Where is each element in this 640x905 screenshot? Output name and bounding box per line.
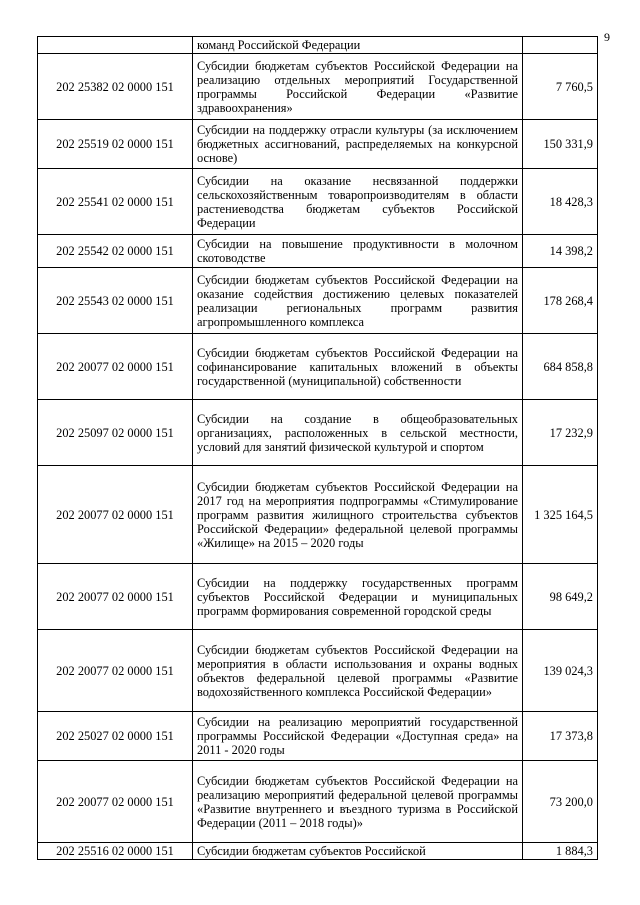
amount-cell: 7 760,5: [523, 54, 598, 120]
amount-cell: 1 884,3: [523, 843, 598, 860]
description-cell: Субсидии на оказание несвязанной поддержки сельскохозяйственным товаропроизводителям в области растениеводства бюджетам субъектов Российской Федерации: [193, 169, 523, 235]
code-cell: 202 25382 02 0000 151: [38, 54, 193, 120]
table-row: [38, 843, 598, 860]
code-cell: 202 25542 02 0000 151: [38, 235, 193, 268]
code-cell: 202 20077 02 0000 151: [38, 334, 193, 400]
table-row: [38, 235, 598, 268]
table-row: [38, 712, 598, 761]
table-row: [38, 630, 598, 712]
amount-cell: 1 325 164,5: [523, 466, 598, 564]
description-cell: Субсидии бюджетам субъектов Российской Федерации на реализацию отдельных мероприятий Государственной программы Российской Федерации «Развитие здравоохранения»: [193, 54, 523, 120]
budget-table: [37, 36, 598, 860]
description-cell: Субсидии бюджетам субъектов Российской Федерации на 2017 год на мероприятия подпрограммы «Стимулирование программ развития жилищного строительства субъектов Российской Федерации» федеральной целевой программы «Жилище» на 2015 – 2020 годы: [193, 466, 523, 564]
amount-cell: 17 232,9: [523, 400, 598, 466]
table-row: [38, 37, 598, 54]
table-row: [38, 400, 598, 466]
amount-cell: 18 428,3: [523, 169, 598, 235]
description-cell: команд Российской Федерации: [193, 37, 523, 54]
amount-cell: 150 331,9: [523, 120, 598, 169]
description-cell: Субсидии на создание в общеобразовательных организациях, расположенных в сельской местности, условий для занятий физической культурой и спортом: [193, 400, 523, 466]
description-cell: Субсидии на повышение продуктивности в молочном скотоводстве: [193, 235, 523, 268]
code-cell: 202 25519 02 0000 151: [38, 120, 193, 169]
amount-cell: 73 200,0: [523, 761, 598, 843]
table-row: [38, 466, 598, 564]
code-cell: 202 20077 02 0000 151: [38, 761, 193, 843]
table-row: [38, 54, 598, 120]
amount-cell: 98 649,2: [523, 564, 598, 630]
table-row: [38, 268, 598, 334]
description-cell: Субсидии на поддержку отрасли культуры (за исключением бюджетных ассигнований, распределяемых на конкурсной основе): [193, 120, 523, 169]
code-cell: 202 25027 02 0000 151: [38, 712, 193, 761]
amount-cell: [523, 37, 598, 54]
amount-cell: 139 024,3: [523, 630, 598, 712]
code-cell: 202 25097 02 0000 151: [38, 400, 193, 466]
code-cell: 202 20077 02 0000 151: [38, 466, 193, 564]
code-cell: 202 25541 02 0000 151: [38, 169, 193, 235]
description-cell: Субсидии бюджетам субъектов Российской Федерации на мероприятия в области использования и охраны водных объектов федеральной целевой программы «Развитие водохозяйственного комплекса Российской Федерации»: [193, 630, 523, 712]
table-row: [38, 564, 598, 630]
amount-cell: 14 398,2: [523, 235, 598, 268]
amount-cell: 684 858,8: [523, 334, 598, 400]
description-cell: Субсидии на поддержку государственных программ субъектов Российской Федерации и муниципальных программ формирования современной городской среды: [193, 564, 523, 630]
amount-cell: 178 268,4: [523, 268, 598, 334]
table-row: [38, 169, 598, 235]
description-cell: Субсидии бюджетам субъектов Российской: [193, 843, 523, 860]
code-cell: 202 25516 02 0000 151: [38, 843, 193, 860]
description-cell: Субсидии бюджетам субъектов Российской Федерации на реализацию мероприятий федеральной целевой программы «Развитие внутреннего и въездного туризма в Российской Федерации (2011 – 2018 годы)»: [193, 761, 523, 843]
amount-cell: 17 373,8: [523, 712, 598, 761]
code-cell: 202 20077 02 0000 151: [38, 630, 193, 712]
description-cell: Субсидии на реализацию мероприятий государственной программы Российской Федерации «Доступная среда» на 2011 - 2020 годы: [193, 712, 523, 761]
description-cell: Субсидии бюджетам субъектов Российской Федерации на софинансирование капитальных вложений в объекты государственной (муниципальной) собственности: [193, 334, 523, 400]
code-cell: 202 20077 02 0000 151: [38, 564, 193, 630]
code-cell: 202 25543 02 0000 151: [38, 268, 193, 334]
code-cell: [38, 37, 193, 54]
table-row: [38, 334, 598, 400]
table-row: [38, 120, 598, 169]
page-number: 9: [604, 30, 610, 44]
description-cell: Субсидии бюджетам субъектов Российской Федерации на оказание содействия достижению целевых показателей реализации региональных программ развития агропромышленного комплекса: [193, 268, 523, 334]
table-row: [38, 761, 598, 843]
